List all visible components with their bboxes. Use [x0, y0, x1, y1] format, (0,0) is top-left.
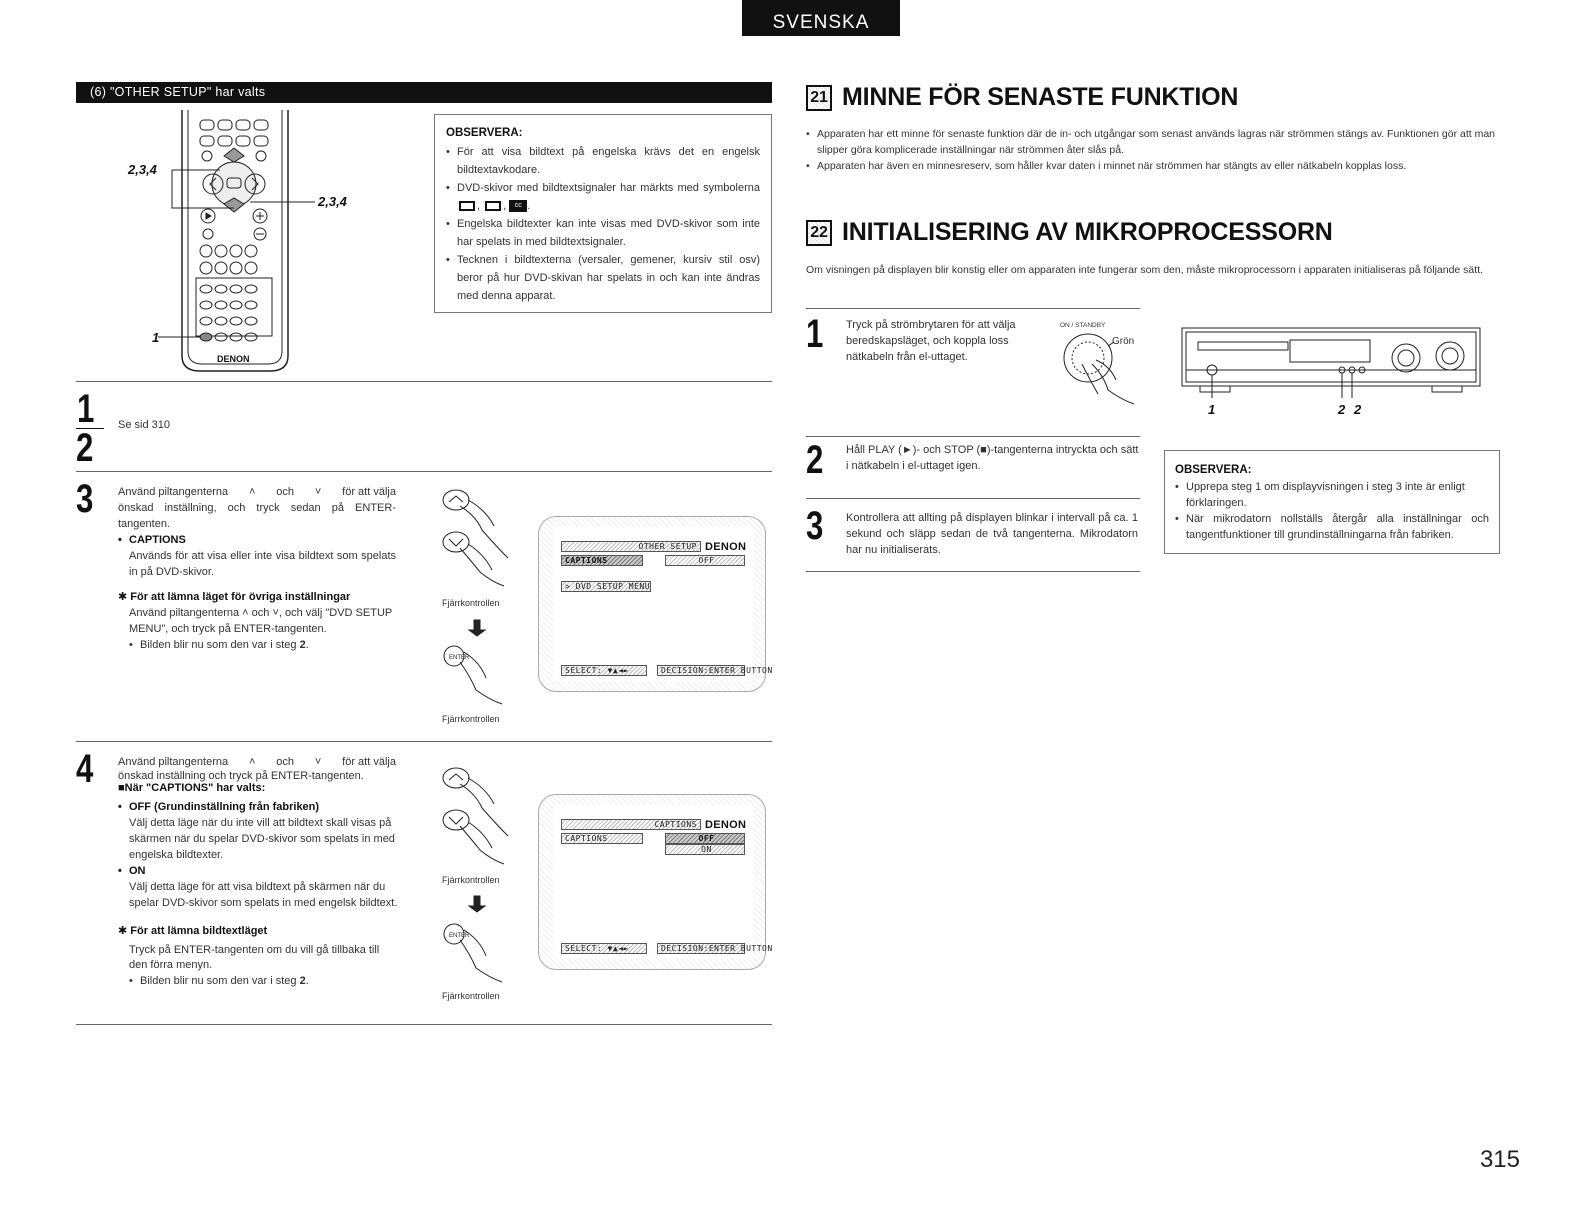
remote-caption: Fjärrkontrollen	[442, 991, 500, 1001]
device-drawing	[1180, 322, 1484, 418]
text: för att välja	[342, 756, 396, 768]
step-number-1: 1	[806, 312, 824, 356]
remote-brand-label: DENON	[217, 354, 250, 364]
device-callout-label: 2	[1338, 402, 1346, 417]
note-title: OBSERVERA:	[1175, 464, 1252, 476]
text: Bilden blir nu som den var i steg	[140, 975, 297, 987]
exit-description	[118, 605, 396, 637]
power-hand-drawing	[1052, 330, 1142, 410]
text: Använd piltangenterna	[129, 607, 240, 619]
when-captions-heading: ■När "CAPTIONS" har valts:	[118, 782, 266, 794]
section-number-badge: 22	[806, 220, 832, 246]
osd-option-off: OFF	[665, 833, 745, 844]
divider	[806, 498, 1140, 499]
divider	[76, 471, 772, 472]
section-header-other-setup: (6) "OTHER SETUP" har valts	[76, 82, 772, 103]
init-step-2-text: Håll PLAY (►)- och STOP (■)-tangenterna intryckta och sätt i nätkabeln i el-uttaget igen.	[846, 444, 1139, 472]
section-title: MINNE FÖR SENASTE FUNKTION	[842, 83, 1239, 111]
step-number-2: 2	[806, 438, 824, 482]
osd-decision-hint: DECISION:ENTER BUTTON	[657, 665, 745, 676]
step-number-3: 3	[806, 504, 824, 548]
divider	[806, 308, 1140, 309]
remote-callout-label: 2,3,4	[318, 194, 347, 209]
language-tab: SVENSKA	[742, 0, 900, 36]
note-item: • DVD-skivor med bildtextsignaler har märkts med symbolerna , , cc .	[446, 179, 760, 215]
note-item-text: DVD-skivor med bildtextsignaler har märkts med symbolerna	[457, 182, 760, 194]
section-title: INITIALISERING AV MIKROPROCESSORN	[842, 218, 1333, 246]
down-arrow-icon: ˅	[272, 607, 279, 619]
up-arrow-icon: ˄	[248, 756, 256, 768]
caption-symbol-icon	[459, 201, 475, 211]
tv-screen-other-setup	[538, 516, 773, 692]
step-number-3: 3	[76, 477, 94, 521]
osd-decision-hint: DECISION:ENTER BUTTON	[657, 943, 745, 954]
down-arrow-icon: ˅	[314, 756, 322, 768]
exit-bullet: • Bilden blir nu som den var i steg 2.	[129, 637, 396, 653]
section-21-heading	[806, 83, 1238, 112]
captions-description: Används för att visa eller inte visa bildtext som spelats in på DVD-skivor.	[129, 550, 396, 578]
enter-label: ENTER	[449, 933, 470, 939]
text: För att lämna bildtextläget	[130, 925, 268, 937]
up-arrow-icon: ˄	[242, 607, 249, 619]
exit-heading: ✱ För att lämna läget för övriga inställningar	[118, 591, 351, 603]
osd-select-hint: SELECT: ▼▲◄►	[561, 665, 647, 676]
section-22-intro: Om visningen på displayen blir konstig eller om apparaten inte fungerar som den, måste mikroprocessorn i apparaten initialiseras på följande sätt.	[806, 264, 1484, 276]
text: Använd piltangenterna	[118, 756, 229, 768]
captions-heading: • CAPTIONS	[118, 532, 396, 548]
osd-select-hint: SELECT: ▼▲◄►	[561, 943, 647, 954]
device-front-panel-illustration	[1180, 322, 1484, 418]
init-step-1-text: Tryck på strömbrytaren för att välja beredskapsläget, och koppla loss nätkabeln från el-uttaget.	[846, 319, 1016, 363]
power-button-illustration	[1052, 330, 1142, 410]
exit-description: Tryck på ENTER-tangenten om du vill gå tillbaka till den förra menyn.	[129, 944, 380, 971]
step-number-1: 1	[77, 387, 95, 431]
enter-label: ENTER	[449, 655, 470, 661]
off-heading: • OFF (Grundinställning från fabriken)	[118, 799, 396, 815]
standby-label: ON / STANDBY	[1060, 322, 1106, 329]
note-item: • Upprepa steg 1 om displayvisningen i steg 3 inte är enligt förklaringen.	[1175, 479, 1489, 511]
text: och	[276, 756, 294, 768]
exit-heading: ✱ För att lämna bildtextläget	[118, 925, 268, 937]
osd-option-on: ON	[665, 844, 745, 855]
osd-dvd-setup-menu: > DVD SETUP MENU	[561, 581, 651, 592]
step-1-2-text: Se sid 310	[118, 419, 170, 431]
on-heading: • ON	[118, 863, 396, 879]
section-22-heading	[806, 218, 1333, 247]
caption-symbol-icon	[485, 201, 501, 211]
step-number-2: 2	[76, 426, 94, 470]
tv-screen-captions	[538, 794, 773, 970]
divider	[76, 741, 772, 742]
init-step-3-text: Kontrollera att allting på displayen blinkar i intervall på ca. 1 sekund och släpp sedan de två tangenterna. Mikrodatorn har nu initialiserats.	[846, 512, 1138, 556]
text: Bilden blir nu som den var i steg	[140, 639, 297, 651]
divider	[806, 571, 1140, 572]
osd-title: OTHER SETUP	[561, 541, 701, 552]
bullet-item: • Apparaten har ett minne för senaste funktion där de in- och utgångar som senast används lagras när strömmen stängs av. Funktionen gör att man slipper göra komplicerade inställningar när strömmen åter slås på.	[806, 126, 1506, 158]
text: önskad inställning, och tryck sedan på ENTER-tangenten.	[118, 502, 396, 530]
text: och	[251, 607, 270, 619]
device-callout-label: 1	[1208, 402, 1216, 417]
note-box-captions	[434, 114, 772, 313]
note-item-continued: • Engelska bildtexter kan inte visas med DVD-skivor som inte har spelats in med bildtextsignaler.	[446, 215, 760, 251]
led-color-label: Grön	[1112, 336, 1135, 347]
osd-brand: DENON	[705, 541, 747, 553]
step-3-text	[118, 484, 396, 653]
osd-title: CAPTIONS	[561, 819, 701, 830]
note-item: • När mikrodatorn nollställs återgår alla inställningar och tangentfunktioner till grundinställningarna från fabriken.	[1175, 511, 1489, 543]
osd-brand: DENON	[705, 819, 747, 831]
remote-callout-label: 2,3,4	[128, 162, 157, 177]
note-box-init	[1164, 450, 1500, 554]
page-number: 315	[1479, 1146, 1520, 1173]
remote-caption: Fjärrkontrollen	[442, 714, 500, 724]
note-item: • För att visa bildtext på engelska krävs det en engelsk bildtextavkodare.	[446, 143, 760, 179]
step-ref: 2	[299, 639, 306, 651]
divider	[76, 1024, 772, 1025]
text: och	[276, 486, 294, 498]
exit-bullet: • Bilden blir nu som den var i steg 2.	[129, 973, 396, 989]
text: För att lämna läget för övriga inställningar	[130, 591, 351, 603]
step-4-text	[118, 754, 396, 989]
text: , och välj "DVD SETUP MENU", och tryck på ENTER-tangenten.	[129, 607, 393, 635]
text: för att välja	[342, 486, 396, 498]
text: önskad inställning och tryck på ENTER-tangenten.	[118, 770, 364, 782]
step-ref: 2	[299, 975, 306, 987]
text: Använd piltangenterna	[118, 486, 229, 498]
divider	[806, 436, 1140, 437]
device-callout-label: 2	[1354, 402, 1362, 417]
remote-control-illustration	[120, 106, 380, 376]
section-21-body	[806, 126, 1506, 174]
remote-caption: Fjärrkontrollen	[442, 875, 500, 885]
off-description: Välj detta läge när du inte vill att bildtext skall visas på skärmen när du spelar DVD-skivor som spelats in med engelska bildtexter.	[129, 817, 395, 861]
text: När "CAPTIONS" har valts:	[124, 782, 266, 794]
on-description: Välj detta läge för att visa bildtext på skärmen när du spelar DVD-skivor som spelats in med engelsk bildtext.	[129, 881, 398, 909]
osd-row-value: OFF	[665, 555, 745, 566]
step-number-4: 4	[76, 747, 94, 791]
note-title: OBSERVERA:	[446, 127, 523, 139]
down-arrow-icon: ˅	[314, 486, 322, 498]
remote-callout-label: 1	[152, 330, 160, 345]
note-item: • Tecknen i bildtexterna (versaler, gemener, kursiv stil osv) beror på hur DVD-skivan har spelats in och kan inte ändras med denna apparat.	[446, 251, 760, 305]
up-arrow-icon: ˄	[248, 486, 256, 498]
bullet-item: • Apparaten har även en minnesreserv, som håller kvar daten i minnet när strömmen har stängts av eller nätkabeln kopplas loss.	[806, 158, 1506, 174]
cc-symbol-icon: cc	[509, 200, 527, 212]
remote-caption: Fjärrkontrollen	[442, 598, 500, 608]
osd-row-captions: CAPTIONS	[561, 833, 643, 844]
osd-row-captions: CAPTIONS	[561, 555, 643, 566]
divider	[76, 381, 772, 382]
section-number-badge: 21	[806, 85, 832, 111]
